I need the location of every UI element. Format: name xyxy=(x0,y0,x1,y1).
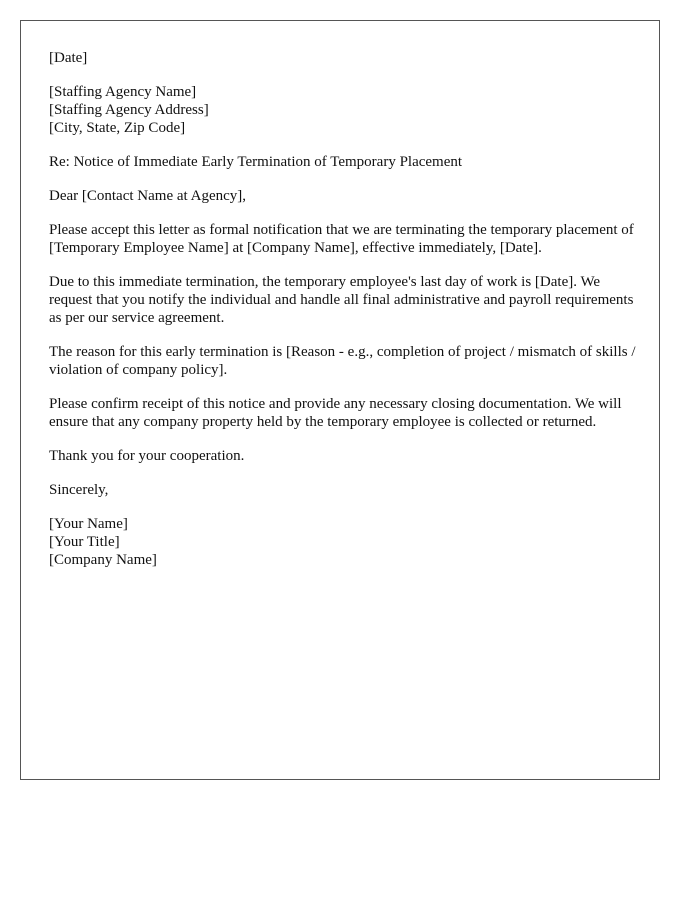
recipient-name: [Staffing Agency Name] xyxy=(49,84,197,100)
body-paragraph-reason: The reason for this early termination is [Reason - e.g., completion of project / mismatch of skills / violation of company policy]. xyxy=(49,344,636,378)
recipient-address: [Staffing Agency Address] xyxy=(49,102,209,118)
letter-body xyxy=(49,49,639,585)
thanks-line: Thank you for your cooperation. xyxy=(49,448,245,464)
letter-date: [Date] xyxy=(49,50,88,66)
body-paragraph-confirmation: Please confirm receipt of this notice and provide any necessary closing documentation. We will ensure that any company property held by the temporary employee is collected or returned. xyxy=(49,396,622,430)
closing-line: Sincerely, xyxy=(49,482,109,498)
body-paragraph-notification: Please accept this letter as formal notification that we are terminating the temporary placement of [Temporary Employee Name] at [Company Name], effective immediately, [Date]. xyxy=(49,222,634,256)
signature-company: [Company Name] xyxy=(49,552,157,568)
recipient-city-state-zip: [City, State, Zip Code] xyxy=(49,120,186,136)
body-paragraph-last-day: Due to this immediate termination, the temporary employee's last day of work is [Date]. We request that you notify the individual and handle all final administrative and payroll requirements as per our service agreement. xyxy=(49,274,634,326)
letter-page xyxy=(20,20,660,780)
date-block xyxy=(49,49,639,67)
signature-title: [Your Title] xyxy=(49,534,120,550)
subject-line: Re: Notice of Immediate Early Termination of Temporary Placement xyxy=(49,154,463,170)
salutation: Dear [Contact Name at Agency], xyxy=(49,188,246,204)
recipient-address-block xyxy=(49,83,639,137)
signature-block xyxy=(49,515,639,569)
signature-name: [Your Name] xyxy=(49,516,128,532)
